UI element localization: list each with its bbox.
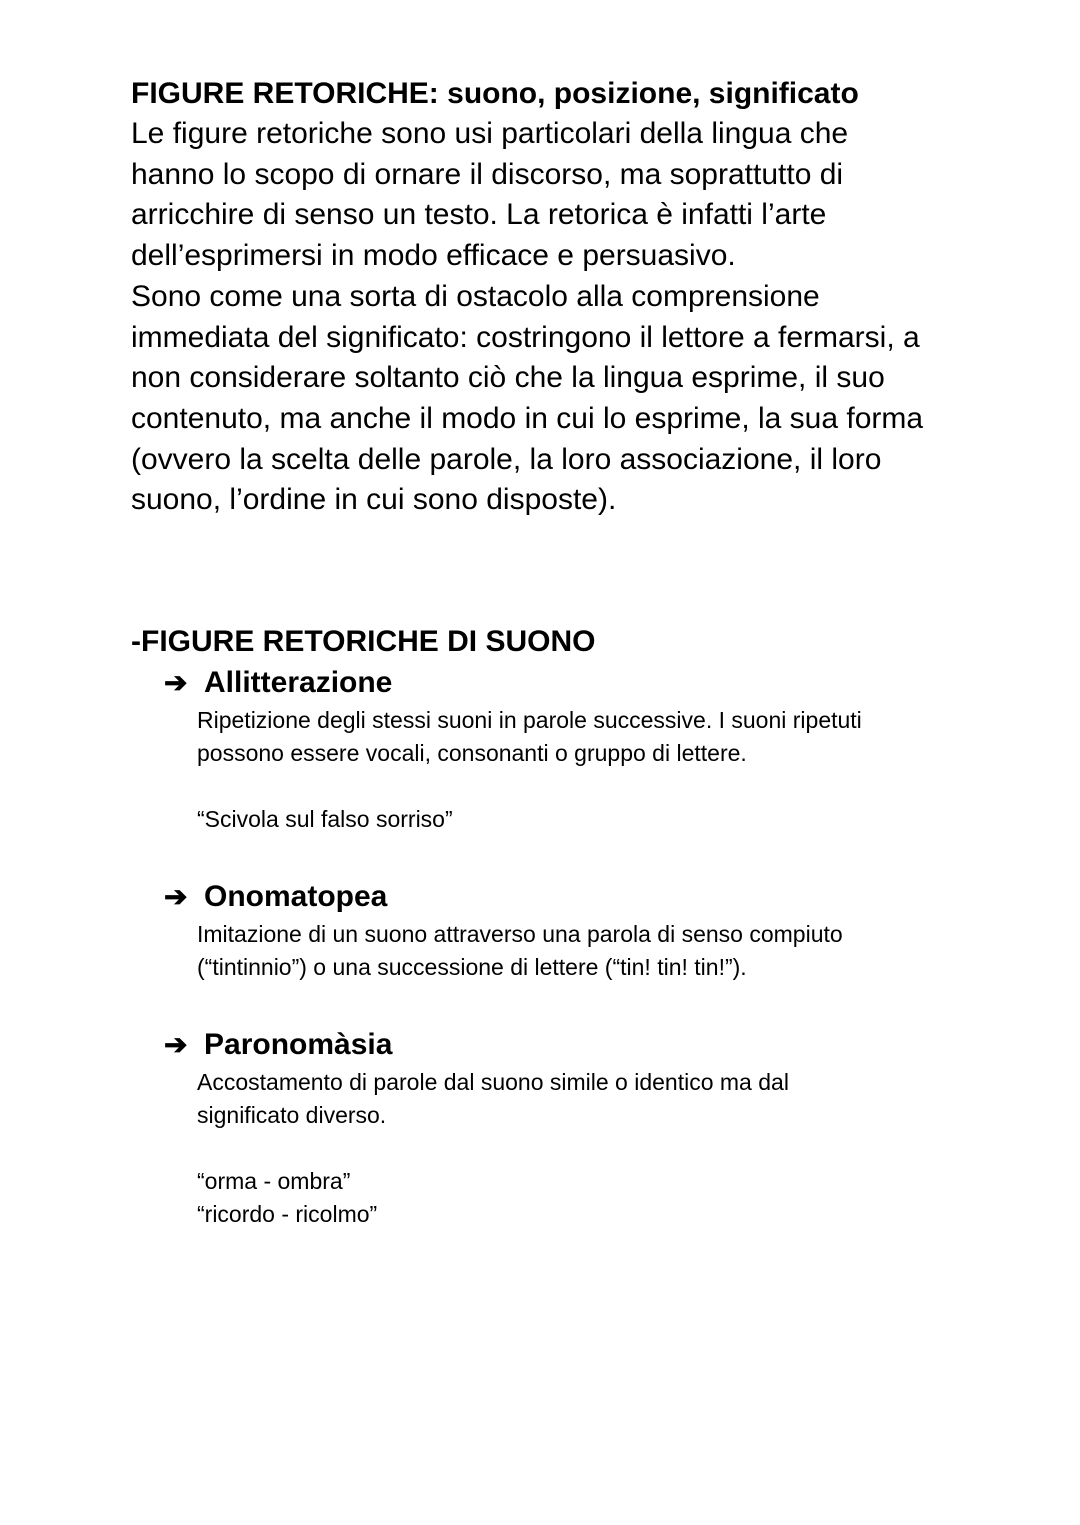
intro-line: suono, l’ordine in cui sono disposte). (131, 483, 617, 517)
description-line: possono essere vocali, consonanti o gruppo di lettere. (197, 740, 747, 767)
intro-paragraph (131, 114, 991, 521)
entry-onomatopea (164, 876, 991, 984)
example-text: “orma - ombra” (197, 1168, 351, 1195)
intro-line: arricchire di senso un testo. La retorica è infatti l’arte (131, 198, 827, 232)
description-line: Ripetizione degli stessi suoni in parole successive. I suoni ripetuti (197, 707, 862, 734)
description-line: Imitazione di un suono attraverso una parola di senso compiuto (197, 921, 843, 948)
intro-line: non considerare soltanto ciò che la lingua esprime, il suo (131, 361, 885, 395)
entry-body (197, 704, 991, 836)
arrow-right-icon: ➔ (164, 1029, 188, 1061)
entry-body (197, 1066, 991, 1231)
intro-line: Le figure retoriche sono usi particolari della lingua che (131, 117, 849, 150)
entry-header (164, 1024, 991, 1066)
description-line: (“tintinnio”) o una successione di lettere (“tin! tin! tin!”). (197, 954, 747, 981)
section-heading: -FIGURE RETORICHE DI SUONO (131, 625, 596, 659)
intro-line: Sono come una sorta di ostacolo alla comprensione (131, 279, 820, 313)
arrow-right-icon: ➔ (164, 881, 188, 913)
document-page (131, 74, 991, 1231)
entry-header (164, 662, 991, 704)
intro-line: contenuto, ma anche il modo in cui lo esprime, la sua forma (131, 401, 924, 435)
intro-line: immediata del significato: costringono il lettore a fermarsi, a (131, 320, 920, 354)
intro-line: dell’esprimersi in modo efficace e persuasivo. (131, 239, 736, 273)
entry-title: Paronomàsia (204, 1028, 393, 1062)
description-line: significato diverso. (197, 1102, 387, 1129)
entry-paronomasia (164, 1024, 991, 1231)
entry-title: Allitterazione (204, 666, 393, 700)
entry-title: Onomatopea (204, 880, 388, 914)
entry-allitterazione (164, 662, 991, 836)
intro-line: hanno lo scopo di ornare il discorso, ma soprattutto di (131, 157, 844, 191)
example-text: “Scivola sul falso sorriso” (197, 806, 453, 833)
entry-header (164, 876, 991, 918)
intro-line: (ovvero la scelta delle parole, la loro associazione, il loro (131, 442, 882, 476)
arrow-right-icon: ➔ (164, 667, 188, 699)
document-title: FIGURE RETORICHE: suono, posizione, significato (131, 77, 859, 110)
entry-body (197, 918, 991, 984)
example-text: “ricordo - ricolmo” (197, 1201, 378, 1228)
description-line: Accostamento di parole dal suono simile o identico ma dal (197, 1069, 789, 1096)
